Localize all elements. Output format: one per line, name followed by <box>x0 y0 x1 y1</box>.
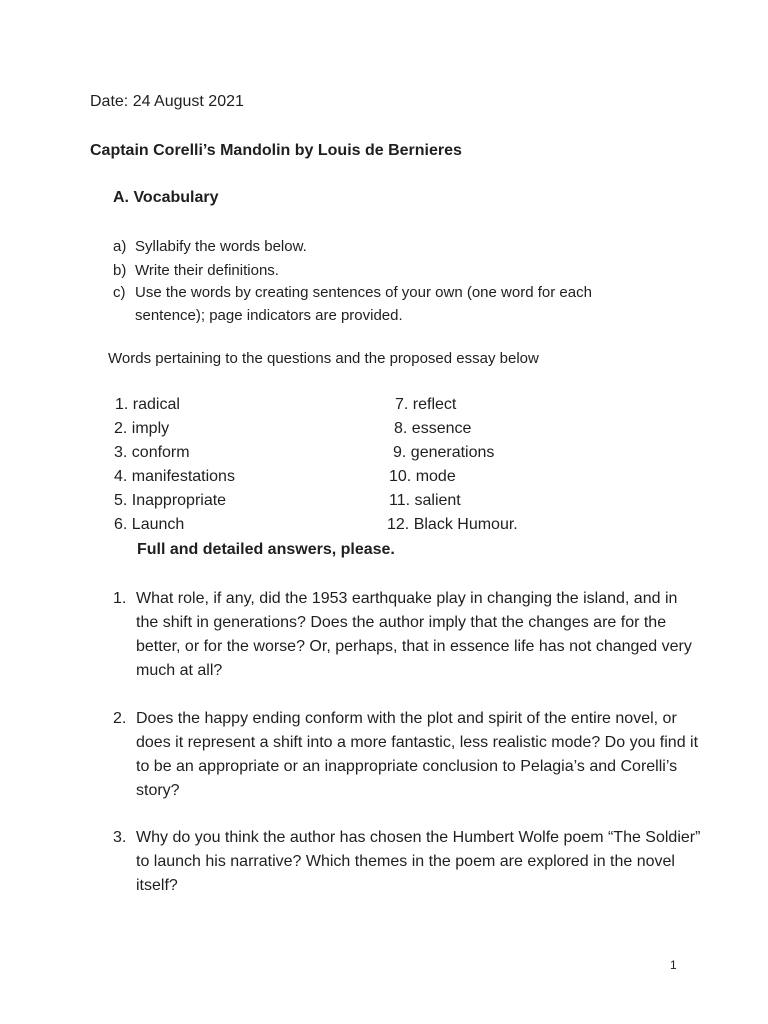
vocab-word: 3. conform <box>114 444 190 461</box>
instruction-text: Syllabify the words below. <box>135 238 307 255</box>
question-text: Does the happy ending conform with the plot and spirit of the entire novel, or does it represent a shift into a more fantastic, less realistic mode? Do you find it to be an appropriate or an inappropriate conclusion to Pelagia’s and Corelli’s story? <box>136 710 699 799</box>
vocab-word: 11. salient <box>389 492 461 509</box>
vocab-word: 5. Inappropriate <box>114 492 227 509</box>
instruction-text: Use the words by creating sentences of your own (one word for each <box>135 284 592 301</box>
vocab-word: 2. imply <box>114 420 170 437</box>
vocab-word: 10. mode <box>389 468 456 485</box>
question-number: 2. <box>113 710 127 727</box>
vocab-word: 7. reflect <box>395 396 457 413</box>
instruction-text: sentence); page indicators are provided. <box>135 307 403 324</box>
instruction-marker: b) <box>113 262 127 279</box>
question-number: 1. <box>113 590 127 607</box>
vocab-word: 4. manifestations <box>114 468 235 485</box>
words-intro: Words pertaining to the questions and the proposed essay below <box>108 350 539 367</box>
vocab-word: 1. radical <box>115 396 180 413</box>
instruction-marker: c) <box>113 284 126 301</box>
question-text: Why do you think the author has chosen the Humbert Wolfe poem “The Soldier” to launch his narrative? Which themes in the poem are explored in the novel itself? <box>136 829 701 894</box>
vocab-word: 6. Launch <box>114 516 185 533</box>
instruction-text: Write their definitions. <box>135 262 279 279</box>
vocab-word: 8. essence <box>394 420 472 437</box>
question-item <box>113 587 703 683</box>
question-text: What role, if any, did the 1953 earthquake play in changing the island, and in the shift in generations? Does the author imply that the changes are for the better, or for the worse? Or, perhaps, that in essence life has not changed very much at all? <box>136 590 692 679</box>
answer-instruction: Full and detailed answers, please. <box>137 541 395 558</box>
question-item <box>113 826 703 898</box>
question-item <box>113 707 703 803</box>
page-number: 1 <box>670 958 677 972</box>
document-date: Date: 24 August 2021 <box>90 93 244 110</box>
document-title: Captain Corelli’s Mandolin by Louis de Bernieres <box>90 142 462 159</box>
section-heading: A. Vocabulary <box>113 189 219 206</box>
vocab-word: 12. Black Humour. <box>387 516 518 533</box>
question-number: 3. <box>113 829 127 846</box>
instruction-marker: a) <box>113 238 127 255</box>
vocab-word: 9. generations <box>393 444 495 461</box>
